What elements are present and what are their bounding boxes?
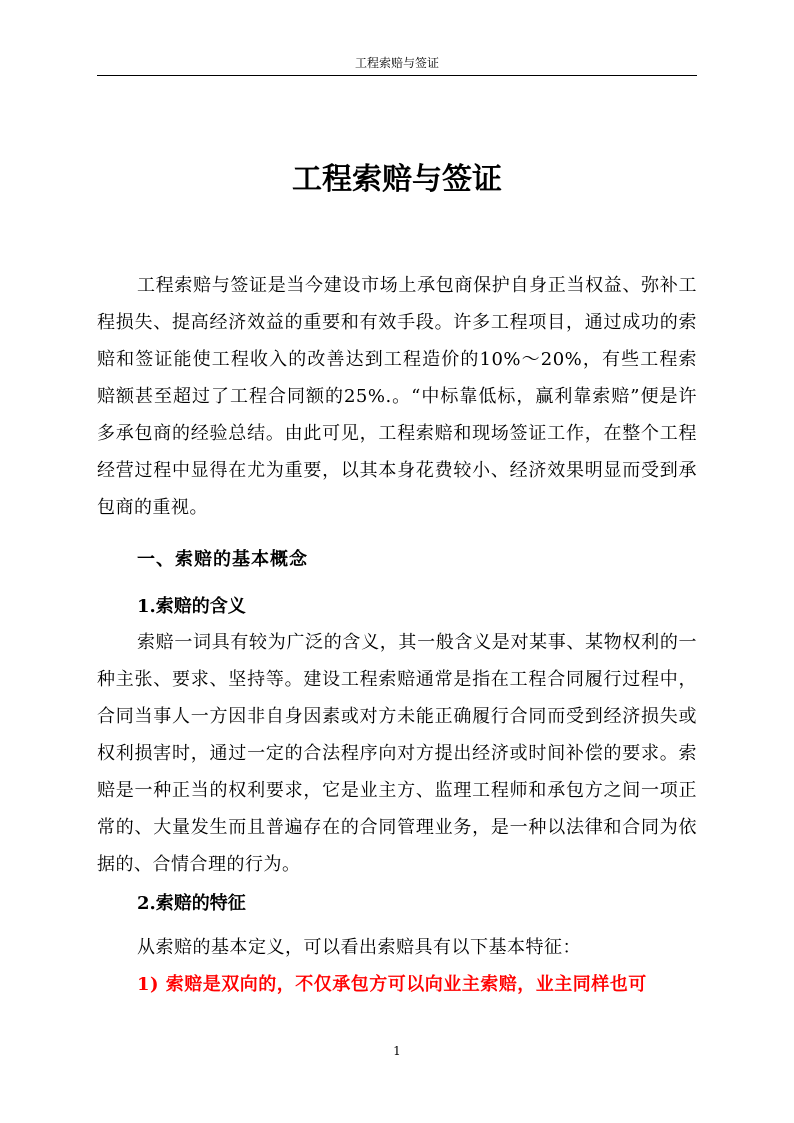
subsection-heading-features: 2.索赔的特征 — [137, 893, 246, 914]
feature-point-1: 1) 索赔是双向的，不仅承包方可以向业主索赔，业主同样也可 — [137, 974, 647, 995]
section-heading-basic-concepts: 一、索赔的基本概念 — [137, 549, 308, 570]
header-divider — [97, 75, 697, 76]
document-title: 工程索赔与签证 — [292, 162, 502, 197]
intro-paragraph: 工程索赔与签证是当今建设市场上承包商保护自身正当权益、弥补工程损失、提高经济效益的重要和有效手段。许多工程项目，通过成功的索赔和签证能使工程收入的改善达到工程造价的10%～20%，有些工程索赔额甚至超过了工程合同额的25%.。“中标靠低标，赢利靠索赔”便是许多承包商的经验总结。由此可见，工程索赔和现场签证工作，在整个工程经营过程中显得在尤为重要，以其本身花费较小、经济效果明显而受到承包商的重视。 — [97, 275, 697, 518]
page-number: 1 — [393, 1044, 401, 1058]
subsection-heading-meaning: 1.索赔的含义 — [137, 596, 246, 617]
meaning-paragraph: 索赔一词具有较为广泛的含义，其一般含义是对某事、某物权利的一种主张、要求、坚持等。建设工程索赔通常是指在工程合同履行过程中，合同当事人一方因非自身因素或对方未能正确履行合同而受到经济损失或权利损害时，通过一定的合法程序向对方提出经济或时间补偿的要求。索赔是一种正当的权利要求，它是业主方、监理工程师和承包方之间一项正常的、大量发生而且普遍存在的合同管理业务，是一种以法律和合同为依据的、合情合理的行为。 — [97, 632, 697, 875]
running-header: 工程索赔与签证 — [354, 56, 439, 70]
features-intro-paragraph: 从索赔的基本定义，可以看出索赔具有以下基本特征： — [137, 937, 581, 958]
